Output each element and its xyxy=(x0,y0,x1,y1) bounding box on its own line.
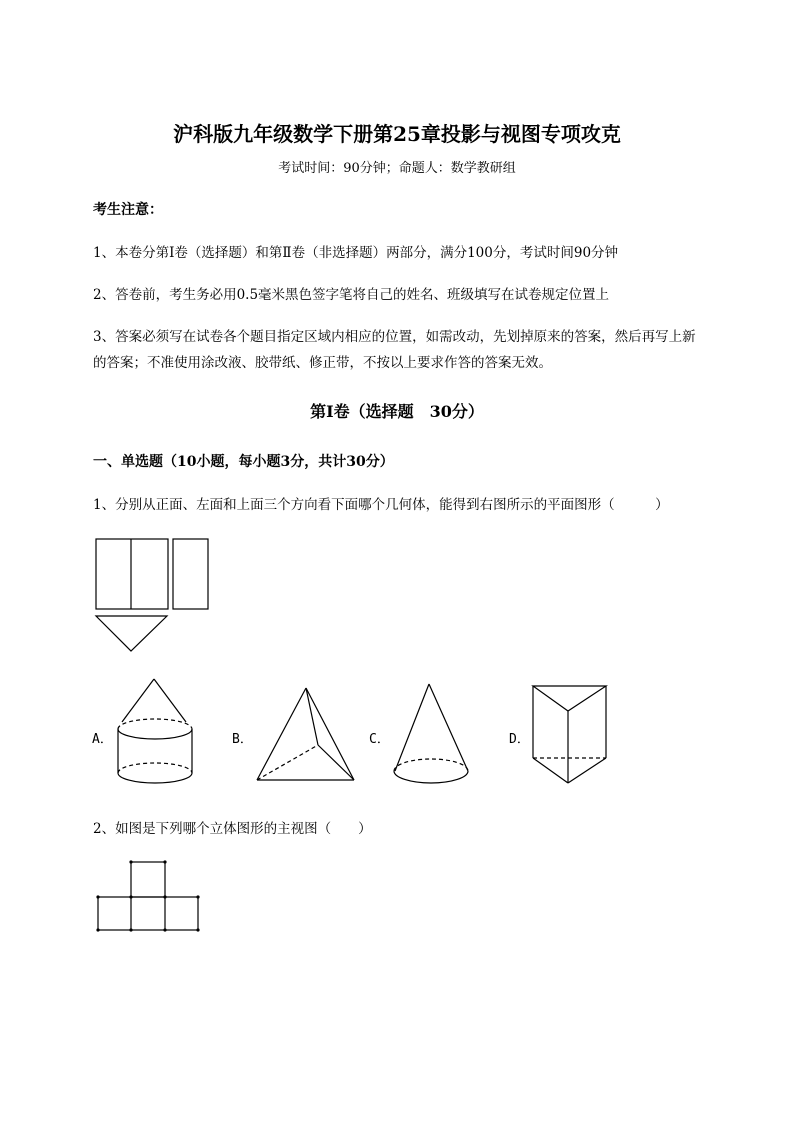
option-d-figure xyxy=(530,683,612,789)
side-view-rect xyxy=(173,539,208,609)
notice-heading: 考生注意： xyxy=(93,202,163,218)
top-view-triangle xyxy=(96,616,167,651)
option-c-label: C． xyxy=(369,732,390,747)
question-2-text: 2、如图是下列哪个立体图形的主视图（ ） xyxy=(93,821,372,837)
question-1-text: 1、分别从正面、左面和上面三个方向看下面哪个几何体，能得到右图所示的平面图形（ ） xyxy=(93,497,669,513)
part-title: 一、单选题（10小题，每小题3分，共计30分） xyxy=(93,454,394,470)
exam-info: 考试时间：90分钟；命题人：数学教研组 xyxy=(278,161,516,176)
option-a-label: A． xyxy=(92,732,113,747)
front-view-figure xyxy=(96,860,202,932)
section-title: 第I卷（选择题 30分） xyxy=(310,402,484,421)
option-b-label: B． xyxy=(232,732,253,747)
three-view-figure xyxy=(94,537,214,657)
notice-item-2: 2、答卷前，考生务必用0.5毫米黑色签字笔将自己的姓名、班级填写在试卷规定位置上 xyxy=(93,287,610,303)
front-view-rect xyxy=(96,539,168,609)
document-title: 沪科版九年级数学下册第25章投影与视图专项攻克 xyxy=(173,122,621,146)
notice-item-1: 1、本卷分第I卷（选择题）和第Ⅱ卷（非选择题）两部分，满分100分，考试时间90分钟 xyxy=(93,245,619,261)
option-b-figure xyxy=(254,685,358,785)
notice-item-3: 3、答案必须写在试卷各个题目指定区域内相应的位置，如需改动，先划掉原来的答案，然后再写上新的答案；不准使用涂改液、胶带纸、修正带，不按以上要求作答的答案无效。 xyxy=(93,329,696,371)
option-c-figure xyxy=(391,681,473,787)
option-a-figure xyxy=(113,677,197,789)
option-d-label: D． xyxy=(509,732,530,747)
